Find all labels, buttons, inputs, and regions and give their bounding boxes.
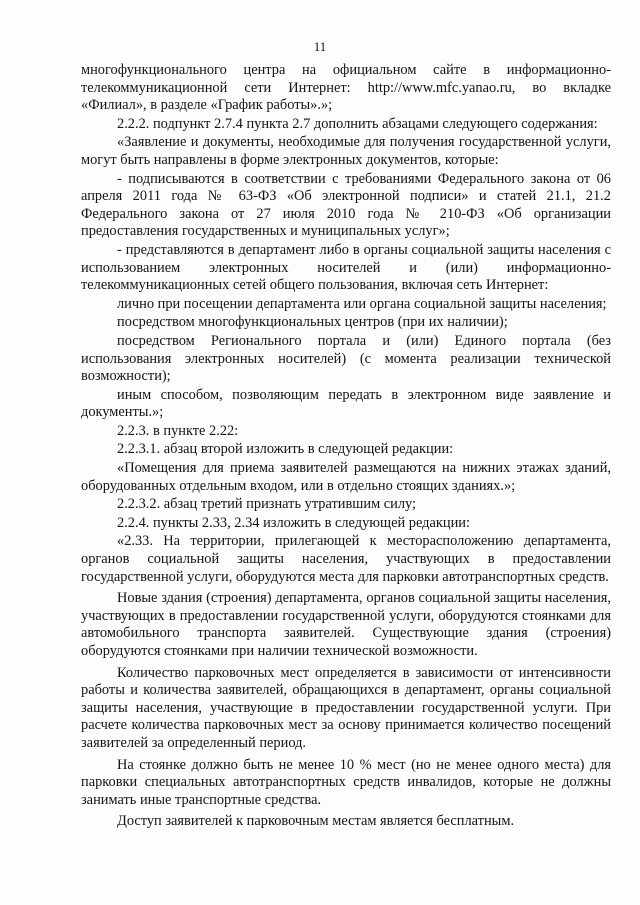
paragraph-2-33: «2.33. На территории, прилегающей к месторасположению департамента, органов социальной защиты населения, участвующих в предоставлении государственной услуги, оборудуются места для парковки автотранспортных средств. xyxy=(81,533,611,585)
paragraph-mfc: посредством многофункциональных центров (при их наличии); xyxy=(117,314,508,331)
paragraph-2-2-2: 2.2.2. подпункт 2.7.4 пункта 2.7 дополнить абзацами следующего содержания: xyxy=(117,115,598,132)
paragraph-in-person: лично при посещении департамента или органа социальной защиты населения; xyxy=(117,295,607,312)
paragraph-premises: «Помещения для приема заявителей размещаются на нижних этажах зданий, оборудованных отдельным входом, или в отдельно стоящих зданиях.»; xyxy=(81,460,611,494)
paragraph-new-buildings: Новые здания (строения) департамента, органов социальной защиты населения, участвующих в предоставлении государственной услуги, оборудуются стоянками для автомобильного транспорта заявителей. Существующие здания (строения) оборудуются стоянками при наличии технической возможности. xyxy=(81,590,611,659)
paragraph-submitted-item: - представляются в департамент либо в органы социальной защиты населения с использованием электронных носителей и (или) информационно-телекоммуникационных сетей общего пользования, включая сеть Интернет: xyxy=(81,241,611,294)
paragraph-application-intro: «Заявление и документы, необходимые для получения государственной услуги, могут быть направлены в форме электронных документов, которые: xyxy=(81,134,611,168)
paragraph-signed-item: - подписываются в соответствии с требованиями Федерального закона от 06 апреля 2011 года № 63-ФЗ «Об электронной подписи» и статей 21.1, 21.2 Федерального закона от 27 июля 2010 года № 210-ФЗ «Об организации предоставления государственных и муниципальных услуг»; xyxy=(81,170,611,240)
paragraph-disabled-parking: На стоянке должно быть не менее 10 % мест (но не менее одного места) для парковки специальных автотранспортных средств инвалидов, которые не должны занимать иные транспортные средства. xyxy=(81,756,611,808)
paragraph-other-method: иным способом, позволяющим передать в электронном виде заявление и документы.»; xyxy=(81,386,611,421)
document-body xyxy=(81,62,611,831)
paragraph-continuation: многофункционального центра на официальном сайте в информационно-телекоммуникационной сети Интернет: http://www.mfc.yanao.ru, во вкладке «Филиал», в разделе «График работы».»; xyxy=(81,62,611,114)
page-number: 11 xyxy=(313,39,327,54)
paragraph-2-2-3-1: 2.2.3.1. абзац второй изложить в следующей редакции: xyxy=(117,441,454,458)
paragraph-free-access: Доступ заявителей к парковочным местам является бесплатным. xyxy=(117,813,515,830)
paragraph-parking-count: Количество парковочных мест определяется в зависимости от интенсивности работы и количества заявителей, обращающихся в департамент, органы социальной защиты населения, участвующие в предоставлении государственной услуги. При расчете количества парковочных мест за основу принимается количество посещений заявителей за определенный период. xyxy=(81,664,611,751)
paragraph-2-2-3: 2.2.3. в пункте 2.22: xyxy=(117,422,239,439)
paragraph-portal: посредством Регионального портала и (или) Единого портала (без использования электронных носителей) (с момента реализации технической возможности); xyxy=(81,332,611,385)
paragraph-2-2-3-2: 2.2.3.2. абзац третий признать утратившим силу; xyxy=(117,496,417,513)
paragraph-2-2-4: 2.2.4. пункты 2.33, 2.34 изложить в следующей редакции: xyxy=(117,514,470,531)
